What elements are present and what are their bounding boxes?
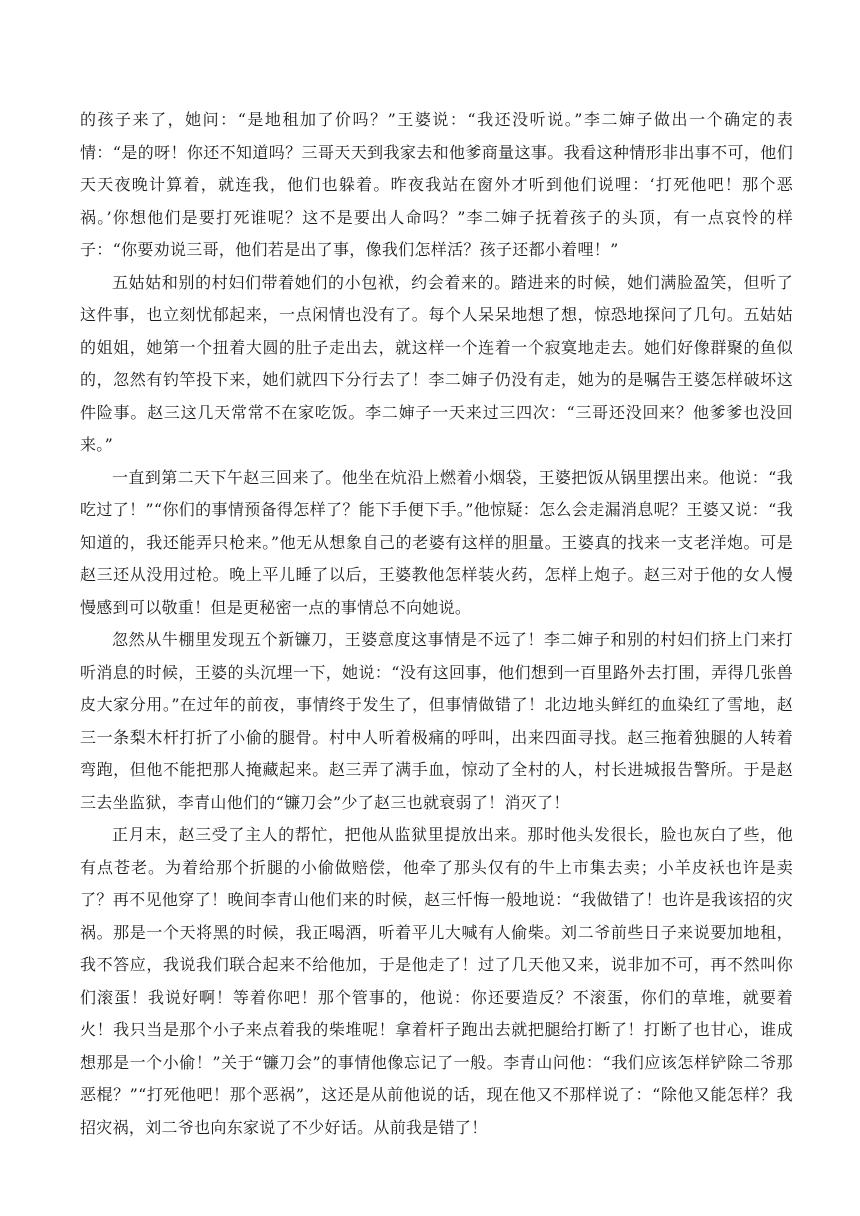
paragraph: 五姑姑和别的村妇们带着她们的小包袱，约会着来的。踏进来的时候，她们满脸盈笑，但听了这件事，也立刻忧郁起来，一点闲情也没有了。每个人呆呆地想了想，惊恐地探问了几句。五姑姑的姐姐，她第一个扭着大圆的肚子走出去，就这样一个连着一个寂寞地走去。她们好像群聚的鱼似的，忽然有钓竿投下来，她们就四下分行去了！李二婶子仍没有走，她为的是嘱告王婆怎样破坏这件险事。赵三这几天常常不在家吃饭。李二婶子一天来过三四次：“三哥还没回来？他爹爹也没回来。” — [80, 272, 793, 454]
paragraph-continuation: 的孩子来了，她问：“是地租加了价吗？”王婆说：“我还没听说。”李二婶子做出一个确定的表情：“是的呀！你还不知道吗？三哥天天到我家去和他爹商量这事。我看这种情形非出事不可，他们天天夜晚计算着，就连我，他们也躲着。昨夜我站在窗外才听到他们说哩：‘打死他吧！那个恶祸。’你想他们是要打死谁呢？这不是要出人命吗？”李二婶子抚着孩子的头顶，有一点哀怜的样子：“你要劝说三哥，他们若是出了事，像我们怎样活？孩子还都小着哩！” — [80, 110, 793, 259]
paragraph: 忽然从牛棚里发现五个新镰刀，王婆意度这事情是不远了！李二婶子和别的村妇们挤上门来打听消息的时候，王婆的头沉埋一下，她说：“没有这回事，他们想到一百里路外去打围，弄得几张兽皮大家分用。”在过年的前夜，事情终于发生了，但事情做错了！北边地头鲜红的血染红了雪地，赵三一条梨木杆打折了小偷的腿骨。村中人听着极痛的呼叫，出来四面寻找。赵三拖着独腿的人转着弯跑，但他不能把那人掩藏起来。赵三弄了满手血，惊动了全村的人，村长进城报告警所。于是赵三去坐监狱，李青山他们的“镰刀会”少了赵三也就衰弱了！消灭了！ — [80, 630, 793, 812]
paragraph: 正月末，赵三受了主人的帮忙，把他从监狱里提放出来。那时他头发很长，脸也灰白了些，他有点苍老。为着给那个折腿的小偷做赔偿，他牵了那头仅有的牛上市集去卖；小羊皮袄也许是卖了？再不见他穿了！晚间李青山他们来的时候，赵三忏悔一般地说：“我做错了！也许是我该招的灾祸。那是一个天将黑的时候，我正喝酒，听着平儿大喊有人偷柴。刘二爷前些日子来说要加地租，我不答应，我说我们联合起来不给他加，于是他走了！过了几天他又来，说非加不可，再不然叫你们滚蛋！我说好啊！等着你吧！那个管事的，他说：你还要造反？不滚蛋，你们的草堆，就要着火！我只当是那个小子来点着我的柴堆呢！拿着杆子跑出去就把腿给打断了！打断了也甘心，谁成想那是一个小偷！”关于“镰刀会”的事情他像忘记了一般。李青山问他：“我们应该怎样铲除二爷那恶棍？”“打死他吧！那个恶祸”，这还是从前他说的话，现在他又不那样说了：“除他又能怎样？我招灾祸，刘二爷也向东家说了不少好话。从前我是错了！ — [80, 825, 793, 1137]
document-body — [80, 104, 793, 1144]
paragraph: 一直到第二天下午赵三回来了。他坐在炕沿上燃着小烟袋，王婆把饭从锅里摆出来。他说：“我吃过了！”“你们的事情预备得怎样了？能下手便下手。”他惊疑：怎么会走漏消息呢？王婆又说：“我知道的，我还能弄只枪来。”他无从想象自己的老婆有这样的胆量。王婆真的找来一支老洋炮。可是赵三还从没用过枪。晚上平儿睡了以后，王婆教他怎样装火药，怎样上炮子。赵三对于他的女人慢慢感到可以敬重！但是更秘密一点的事情总不向她说。 — [80, 467, 793, 617]
